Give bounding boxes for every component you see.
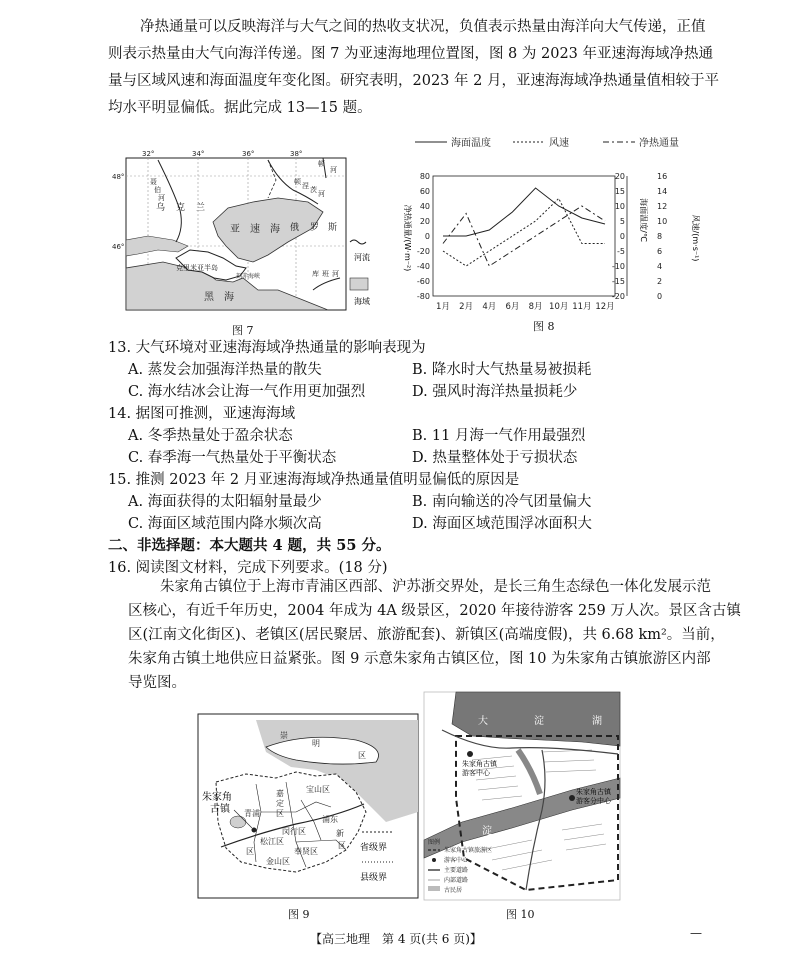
legend-wind: 风速 (549, 138, 569, 149)
left-tick-label: 20 (419, 217, 430, 226)
visitor-subcenter-marker (569, 795, 575, 801)
left-tick-label: -80 (416, 292, 430, 301)
q16-stem: 16. 阅读图文材料，完成下列要求。(18 分) (108, 560, 388, 576)
visitor-center-marker (467, 751, 473, 757)
mid-tick-label: -20 (611, 292, 625, 301)
right-tick-label: 10 (657, 217, 668, 226)
svg-text:河流: 河流 (354, 253, 370, 262)
svg-text:36°: 36° (242, 150, 255, 158)
q16-text-1: 朱家角古镇位于上海市青浦区西部、沪苏浙交界处，是长三角生态绿色一体化发展示范 (160, 579, 711, 595)
q16-text-5: 导览图。 (128, 675, 186, 691)
corner-mark: — (690, 926, 702, 940)
svg-text:区: 区 (358, 751, 366, 760)
svg-text:38°: 38° (290, 150, 303, 158)
fig8-legend (415, 136, 679, 149)
svg-text:松: 松 (260, 837, 268, 846)
svg-text:浦: 浦 (252, 809, 260, 818)
q13-stem: 13. 大气环境对亚速海海域净热通量的影响表现为 (108, 340, 426, 356)
right-tick-label: 16 (657, 172, 668, 181)
page-footer: 【高三地理 第 4 页(共 6 页)】 (310, 932, 482, 946)
q14-option-b: B. 11 月海一气作用最强烈 (412, 428, 586, 444)
mid-tick-label: -5 (617, 247, 625, 256)
x-tick-label: 4月 (482, 302, 497, 312)
svg-text:新: 新 (336, 829, 344, 838)
fig7-lon-labels (142, 150, 302, 158)
q13-option-c: C. 海水结冰会让海一气作用更加强烈 (128, 384, 366, 400)
svg-text:34°: 34° (192, 150, 205, 158)
svg-text:伯: 伯 (154, 186, 161, 194)
left-tick-label: -20 (416, 247, 430, 256)
right-tick-label: 14 (657, 187, 668, 196)
intro-line-2: 则表示热量由大气向海洋传递。图 7 为亚速海地理位置图，图 8 为 2023 年亚速海海域净热通 (108, 46, 714, 62)
svg-text:俄: 俄 (290, 223, 300, 233)
svg-text:嘉: 嘉 (276, 789, 284, 798)
left-tick-label: -60 (416, 277, 430, 286)
svg-text:淀: 淀 (534, 716, 544, 727)
svg-text:内部道路: 内部道路 (444, 877, 469, 884)
svg-text:刻赤海峡: 刻赤海峡 (236, 273, 261, 280)
svg-text:茨: 茨 (310, 186, 317, 194)
q16-text-3: 区(江南文化街区)、老镇区(居民聚居、旅游配套)、新镇区(高端度假)，共 6.68 km²。当前， (128, 627, 725, 643)
svg-text:区: 区 (276, 809, 284, 818)
intro-line-4: 均水平明显偏低。据此完成 13—15 题。 (108, 100, 372, 116)
q15-option-c: C. 海面区域范围内降水频次高 (128, 516, 322, 532)
q15-option-d: D. 海面区域范围浮冰面积大 (412, 516, 592, 532)
svg-text:河: 河 (330, 166, 337, 174)
fig7-lat-labels (112, 173, 124, 251)
svg-text:定: 定 (276, 799, 284, 808)
svg-text:河: 河 (318, 190, 325, 198)
svg-text:贤: 贤 (302, 847, 310, 856)
mid-tick-label: 10 (614, 202, 625, 211)
figure-9-caption: 图 9 (288, 908, 310, 921)
legend-sst: 海面温度 (451, 138, 491, 149)
visitor-subcenter-label-1: 朱家角古镇 (576, 788, 611, 796)
right-tick-label: 12 (657, 202, 668, 211)
svg-text:海: 海 (270, 224, 280, 235)
svg-text:罗: 罗 (310, 223, 320, 233)
q15-stem: 15. 推测 2023 年 2 月亚速海海域净热通量值明显偏低的原因是 (108, 472, 520, 488)
figure-8-chart (395, 130, 700, 330)
svg-text:克: 克 (176, 203, 186, 213)
svg-text:区: 区 (276, 837, 284, 846)
figure-10-map (422, 690, 622, 904)
svg-text:图例: 图例 (428, 839, 441, 846)
svg-text:古民居: 古民居 (444, 887, 463, 894)
ylabel-left: 净热通量/(W·m⁻²) (403, 204, 412, 272)
fig7-legend (350, 240, 370, 306)
svg-text:河: 河 (158, 194, 165, 202)
x-tick-label: 8月 (528, 302, 543, 312)
svg-text:东: 东 (330, 815, 338, 824)
svg-text:行: 行 (290, 827, 298, 836)
left-tick-label: 0 (424, 232, 430, 241)
figure-7-caption: 图 7 (232, 324, 254, 337)
svg-text:班: 班 (322, 270, 329, 278)
mid-tick-label: 15 (614, 187, 625, 196)
q14-stem: 14. 据图可推测，亚速海海域 (108, 406, 296, 422)
q13-option-d: D. 强风时海洋热量损耗少 (412, 384, 578, 400)
svg-text:聂: 聂 (150, 178, 157, 186)
right-tick-label: 8 (657, 232, 663, 241)
right-tick-label: 6 (657, 247, 663, 256)
svg-text:斯: 斯 (328, 223, 338, 233)
q15-option-b: B. 南向输送的冷气团量偏大 (412, 494, 592, 510)
right-tick-label: 4 (657, 262, 663, 271)
left-tick-label: -40 (416, 262, 430, 271)
svg-text:金: 金 (266, 857, 274, 866)
left-tick-label: 40 (419, 202, 430, 211)
mid-tick-label: 5 (619, 217, 625, 226)
svg-text:区: 区 (322, 785, 330, 794)
svg-text:兰: 兰 (196, 203, 206, 213)
svg-text:克里米亚半岛: 克里米亚半岛 (176, 264, 218, 272)
svg-text:顿: 顿 (318, 160, 325, 168)
q16-text-2: 区核心，有近千年历史，2004 年成为 4A 级景区，2020 年接待游客 259 万人次。景区含古镇 (128, 603, 741, 619)
svg-text:区: 区 (310, 847, 318, 856)
svg-text:速: 速 (250, 224, 260, 235)
svg-text:宝: 宝 (306, 785, 314, 794)
mid-tick-label: -10 (611, 262, 625, 271)
x-tick-label: 11月 (572, 302, 592, 312)
mid-tick-label: -15 (611, 277, 625, 286)
legend-netflux: 净热通量 (639, 138, 679, 149)
svg-text:乌: 乌 (156, 203, 166, 213)
x-tick-label: 12月 (595, 302, 615, 312)
svg-text:浦: 浦 (322, 815, 330, 824)
svg-text:奉: 奉 (294, 847, 302, 856)
svg-text:青: 青 (244, 809, 252, 818)
svg-text:崇: 崇 (280, 731, 288, 740)
x-tick-label: 10月 (549, 302, 569, 312)
svg-text:县级界: 县级界 (360, 873, 388, 883)
svg-text:46°: 46° (112, 243, 125, 251)
svg-text:山: 山 (274, 857, 282, 866)
q15-option-a: A. 海面获得的太阳辐射量最少 (128, 494, 322, 510)
svg-text:海域: 海域 (354, 297, 370, 306)
svg-text:区: 区 (282, 857, 290, 866)
figure-8-caption: 图 8 (533, 320, 555, 333)
q14-option-a: A. 冬季热量处于盈余状态 (128, 428, 293, 444)
figure-10-caption: 图 10 (506, 908, 535, 921)
q13-option-a: A. 蒸发会加强海洋热量的散失 (128, 362, 322, 378)
svg-text:32°: 32° (142, 150, 155, 158)
svg-text:涅: 涅 (302, 182, 309, 190)
visitor-center-label-2: 游客中心 (462, 769, 490, 777)
svg-text:区: 区 (298, 827, 306, 836)
x-tick-label: 6月 (505, 302, 520, 312)
svg-text:顿: 顿 (294, 178, 301, 186)
intro-line-1: 净热通量可以反映海洋与大气之间的热收支状况，负值表示热量由海洋向大气传递，正值 (140, 19, 706, 35)
q13-option-b: B. 降水时大气热量易被损耗 (412, 362, 592, 378)
svg-text:库: 库 (312, 270, 319, 278)
svg-text:黑: 黑 (204, 292, 214, 303)
right-tick-label: 2 (657, 277, 663, 286)
q14-option-c: C. 春季海一气热量处于平衡状态 (128, 450, 337, 466)
svg-text:亚: 亚 (230, 224, 240, 235)
right-tick-label: 0 (657, 292, 663, 301)
intro-line-3: 量与区域风速和海面温度年变化图。研究表明，2023 年 2 月，亚速海海域净热通量值相较于平 (108, 73, 719, 89)
series-line-1 (443, 199, 605, 267)
svg-text:游客中心: 游客中心 (444, 857, 469, 864)
section-2-heading: 二、非选择题：本大题共 4 题，共 55 分。 (108, 537, 391, 554)
svg-text:大: 大 (478, 716, 488, 727)
svg-text:闵: 闵 (282, 827, 290, 836)
svg-text:主要道路: 主要道路 (444, 867, 469, 874)
svg-text:省级界: 省级界 (360, 843, 388, 853)
svg-text:区: 区 (338, 841, 346, 850)
svg-text:海: 海 (224, 292, 234, 303)
svg-text:区: 区 (246, 847, 254, 856)
visitor-center-label-1: 朱家角古镇 (462, 760, 497, 768)
svg-text:48°: 48° (112, 173, 125, 181)
svg-text:山: 山 (314, 785, 322, 794)
svg-text:明: 明 (312, 739, 320, 748)
svg-text:江: 江 (268, 837, 276, 846)
mid-tick-label: 20 (614, 172, 625, 181)
ylabel-right: 风速/(m·s⁻¹) (691, 214, 700, 262)
visitor-subcenter-label-2: 游客分中心 (576, 797, 611, 805)
ylabel-mid: 海面温度/℃ (639, 198, 648, 242)
left-tick-label: 60 (419, 187, 430, 196)
left-tick-label: 80 (419, 172, 430, 181)
x-tick-label: 1月 (436, 302, 450, 312)
svg-text:河: 河 (332, 270, 339, 278)
zhujiajiao-label-2: 古镇 (210, 804, 230, 815)
mid-tick-label: 0 (619, 232, 625, 241)
q14-option-d: D. 热量整体处于亏损状态 (412, 450, 578, 466)
q16-text-4: 朱家角古镇土地供应日益紧张。图 9 示意朱家角古镇区位，图 10 为朱家角古镇旅游区内部 (128, 651, 711, 667)
figure-7-map (112, 150, 380, 320)
zhujiajiao-label-1: 朱家角 (202, 792, 232, 803)
svg-text:湖: 湖 (592, 716, 602, 727)
river-label: 淀 (482, 826, 492, 837)
figure-9-map (196, 712, 420, 900)
x-tick-label: 2月 (459, 302, 474, 312)
svg-text:朱家角古镇旅游区: 朱家角古镇旅游区 (444, 847, 493, 854)
